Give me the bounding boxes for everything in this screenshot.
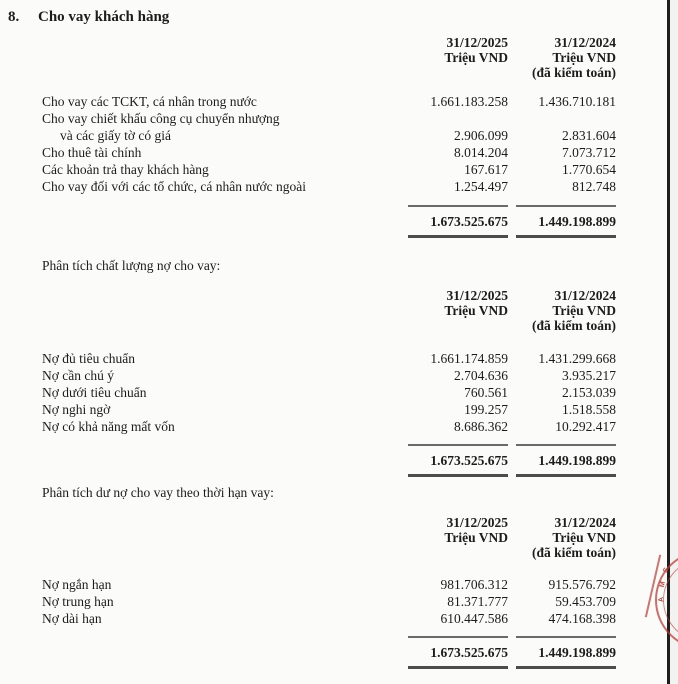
total-value-2024: 1.449.198.899	[516, 444, 616, 477]
row-value-2024: 812.748	[572, 179, 616, 194]
seal-letter: M	[658, 580, 667, 589]
row-value-2024: 2.153.039	[562, 385, 616, 400]
col2-date-header: 31/12/2024	[554, 35, 616, 50]
row-value-2025: 8.014.204	[454, 145, 508, 160]
table2-total-row	[0, 444, 678, 477]
table-row	[0, 178, 678, 195]
row-value-2024: 1.436.710.181	[538, 94, 616, 109]
total-value-2025: 1.673.525.675	[408, 205, 508, 238]
row-label: Nợ trung hạn	[42, 594, 114, 609]
table-row	[0, 367, 678, 384]
col1-unit-header: Triệu VND	[444, 303, 508, 318]
row-label: Các khoản trả thay khách hàng	[42, 162, 209, 177]
seal-letter: A	[657, 596, 666, 603]
table-row	[0, 144, 678, 161]
table-row	[0, 110, 678, 144]
col1-unit-header: Triệu VND	[444, 50, 508, 65]
table2-rows	[0, 350, 678, 435]
row-value-2024: 59.453.709	[555, 594, 616, 609]
table3-column-headers	[0, 515, 678, 560]
row-label: Nợ dài hạn	[42, 611, 102, 626]
table1-total-row	[0, 205, 678, 238]
row-value-2024: 915.576.792	[548, 577, 616, 592]
total-value-2024: 1.449.198.899	[516, 636, 616, 669]
table-row	[0, 401, 678, 418]
seal-letter: S	[662, 566, 671, 575]
total-value-2025: 1.673.525.675	[408, 636, 508, 669]
col1-date-header: 31/12/2025	[446, 288, 508, 303]
table3-rows	[0, 576, 678, 627]
table-row	[0, 576, 678, 593]
note-number: 8.	[8, 9, 20, 25]
row-label: Nợ có khả năng mất vốn	[42, 419, 175, 434]
row-value-2025: 81.371.777	[447, 594, 508, 609]
table3-total-row	[0, 636, 678, 669]
col2-date-header: 31/12/2024	[554, 515, 616, 530]
row-value-2025: 1.661.183.258	[430, 94, 508, 109]
row-value-2024: 3.935.217	[562, 368, 616, 383]
table1-column-headers	[0, 35, 678, 80]
table-row	[0, 350, 678, 367]
row-label: Nợ dưới tiêu chuẩn	[42, 385, 147, 400]
row-value-2025: 2.906.099	[454, 128, 508, 143]
table1-rows	[0, 93, 678, 195]
table-row	[0, 93, 678, 110]
row-value-2025: 8.686.362	[454, 419, 508, 434]
section2-intro: Phân tích chất lượng nợ cho vay:	[42, 258, 221, 273]
row-label: Cho vay chiết khấu công cụ chuyển nhượng và các giấy tờ có giá	[42, 111, 280, 143]
row-value-2025: 1.254.497	[454, 179, 508, 194]
table-row	[0, 161, 678, 178]
row-value-2025: 981.706.312	[440, 577, 508, 592]
table2-column-headers	[0, 288, 678, 333]
row-value-2024: 1.431.299.668	[538, 351, 616, 366]
row-label: Cho vay đối với các tổ chức, cá nhân nước ngoài	[42, 179, 306, 194]
col2-audited-note: (đã kiểm toán)	[532, 318, 616, 333]
row-value-2024: 7.073.712	[562, 145, 616, 160]
row-label: Nợ nghi ngờ	[42, 402, 111, 417]
row-label: Nợ cần chú ý	[42, 368, 114, 383]
col2-unit-header: Triệu VND	[552, 303, 616, 318]
row-value-2025: 610.447.586	[440, 611, 508, 626]
row-value-2024: 474.168.398	[548, 611, 616, 626]
col2-unit-header: Triệu VND	[552, 530, 616, 545]
row-value-2025: 167.617	[464, 162, 508, 177]
row-value-2024: 2.831.604	[562, 128, 616, 143]
table-row	[0, 418, 678, 435]
total-value-2025: 1.673.525.675	[408, 444, 508, 477]
note-title-row	[0, 8, 678, 26]
col2-audited-note: (đã kiểm toán)	[532, 65, 616, 80]
col2-date-header: 31/12/2024	[554, 288, 616, 303]
total-value-2024: 1.449.198.899	[516, 205, 616, 238]
row-value-2024: 1.770.654	[562, 162, 616, 177]
row-value-2024: 1.518.558	[562, 402, 616, 417]
table-row	[0, 384, 678, 401]
col1-date-header: 31/12/2025	[446, 35, 508, 50]
row-value-2024: 10.292.417	[555, 419, 616, 434]
col2-audited-note: (đã kiểm toán)	[532, 545, 616, 560]
row-label: Nợ đủ tiêu chuẩn	[42, 351, 135, 366]
col2-unit-header: Triệu VND	[552, 50, 616, 65]
row-value-2025: 760.561	[464, 385, 508, 400]
row-value-2025: 1.661.174.859	[430, 351, 508, 366]
col1-unit-header: Triệu VND	[444, 530, 508, 545]
table-row	[0, 593, 678, 610]
row-label: Cho vay các TCKT, cá nhân trong nước	[42, 94, 257, 109]
section3-intro: Phân tích dư nợ cho vay theo thời hạn vay:	[42, 485, 274, 500]
row-label: Cho thuê tài chính	[42, 145, 142, 160]
note-title: Cho vay khách hàng	[38, 9, 170, 25]
row-value-2025: 2.704.636	[454, 368, 508, 383]
row-label: Nợ ngắn hạn	[42, 577, 112, 592]
col1-date-header: 31/12/2025	[446, 515, 508, 530]
row-value-2025: 199.257	[464, 402, 508, 417]
table-row	[0, 610, 678, 627]
